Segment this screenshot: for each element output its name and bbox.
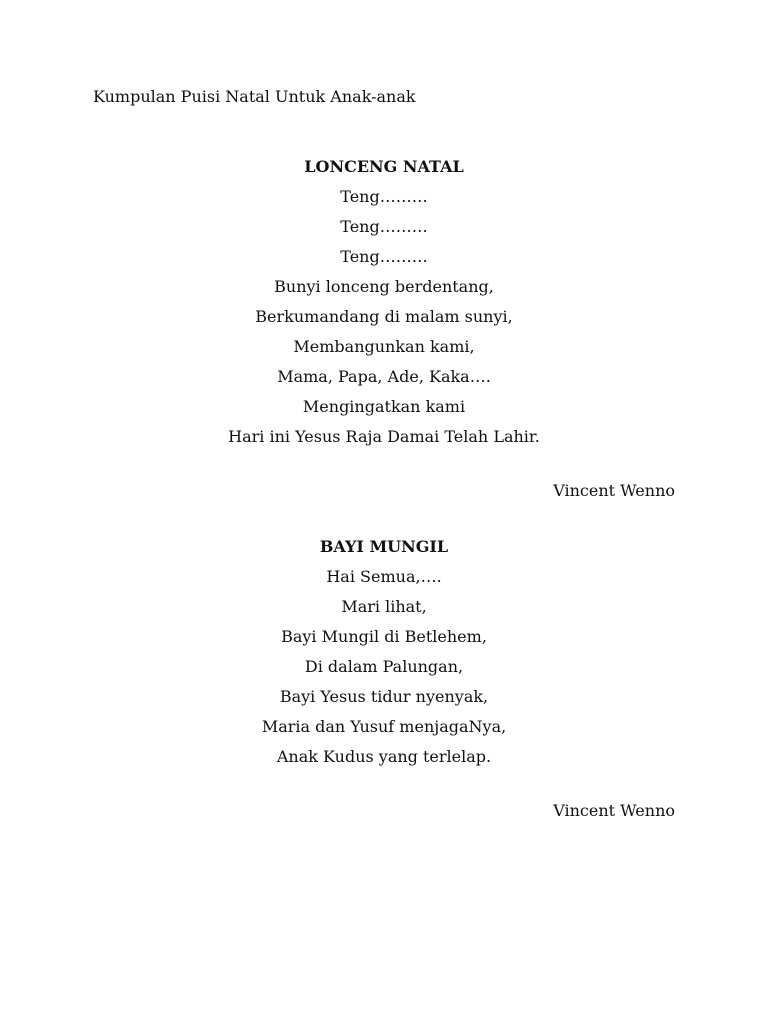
poem-line: Teng……… <box>340 217 428 236</box>
poem-line: Mengingatkan kami <box>302 397 466 416</box>
poem-line: Bayi Yesus tidur nyenyak, <box>279 687 489 706</box>
poem-line: Berkumandang di malam sunyi, <box>255 307 513 326</box>
poem-line: Teng……… <box>340 187 428 206</box>
poem-line: Bayi Mungil di Betlehem, <box>281 627 487 646</box>
poem-line: Hari ini Yesus Raja Damai Telah Lahir. <box>228 427 540 446</box>
poem-author: Vincent Wenno <box>553 801 675 820</box>
poem-line: Teng……… <box>340 247 428 266</box>
poem-line: Membangunkan kami, <box>293 337 475 356</box>
poem-title: BAYI MUNGIL <box>319 537 449 556</box>
document-title: Kumpulan Puisi Natal Untuk Anak-anak <box>93 87 416 106</box>
poem-line: Mari lihat, <box>341 597 427 616</box>
poem-line: Mama, Papa, Ade, Kaka…. <box>277 367 491 386</box>
poem-line: Maria dan Yusuf menjagaNya, <box>261 717 507 736</box>
poem-line: Di dalam Palungan, <box>304 657 464 676</box>
poem-line: Bunyi lonceng berdentang, <box>274 277 494 296</box>
poem-line: Anak Kudus yang terlelap. <box>276 747 492 766</box>
poem-title: LONCENG NATAL <box>304 157 464 176</box>
poem-author: Vincent Wenno <box>553 481 675 500</box>
poem-line: Hai Semua,…. <box>326 567 442 586</box>
